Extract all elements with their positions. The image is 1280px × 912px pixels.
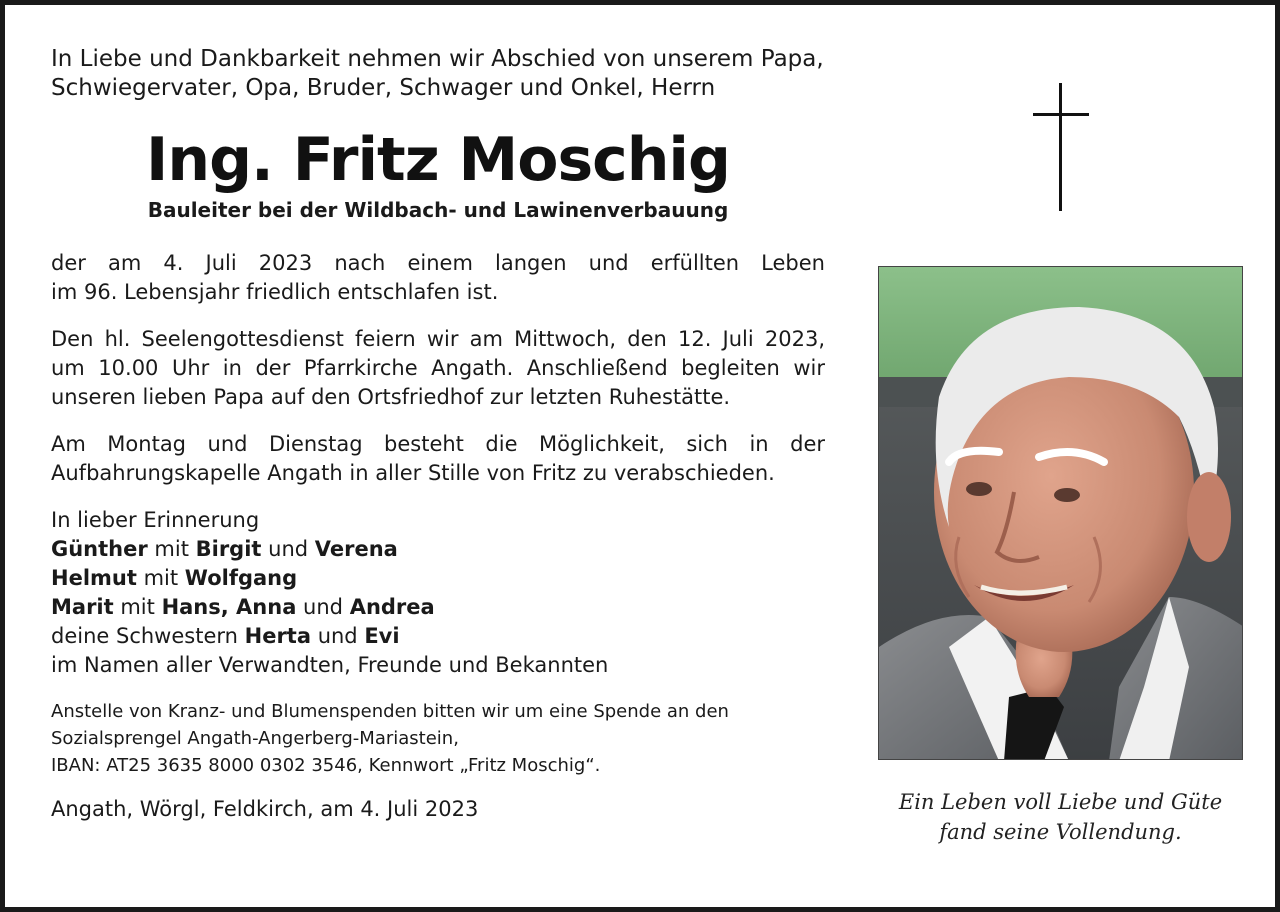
family-name: Herta — [244, 624, 312, 648]
intro-line-2: Schwiegervater, Opa, Bruder, Schwager und Onkel, Herrn — [51, 75, 716, 101]
family-row — [51, 535, 825, 564]
family-connector: deine Schwestern — [51, 624, 245, 648]
death-paragraph — [51, 249, 825, 307]
service-line-1: Den hl. Seelengottesdienst feiern wir am Mittwoch, den 12. Juli 2023, — [51, 327, 825, 351]
viewing-line-2: Aufbahrungskapelle Angath in aller Stille von Fritz zu verabschieden. — [51, 461, 775, 485]
family-name: Marit — [51, 595, 114, 619]
service-line-3: unseren lieben Papa auf den Ortsfriedhof zur letzten Ruhestätte. — [51, 385, 731, 409]
viewing-paragraph — [51, 430, 825, 488]
family-list — [51, 535, 825, 680]
family-name: Verena — [314, 537, 398, 561]
family-name: Evi — [364, 624, 400, 648]
memorial-quote — [863, 787, 1258, 847]
donation-note — [51, 698, 825, 779]
family-row — [51, 622, 825, 651]
family-name: Birgit — [195, 537, 262, 561]
family-connector: und — [296, 595, 350, 619]
viewing-line-1: Am Montag und Dienstag besteht die Möglichkeit, sich in der — [51, 432, 825, 456]
donation-line-3: IBAN: AT25 3635 8000 0302 3546, Kennwort „Fritz Moschig“. — [51, 755, 601, 776]
family-name: Günther — [51, 537, 148, 561]
quote-line-2: fand seine Vollendung. — [939, 820, 1182, 844]
donation-line-2: Sozialsprengel Angath-Angerberg-Mariastein, — [51, 728, 459, 749]
family-row — [51, 593, 825, 622]
notice-text-column — [51, 45, 825, 824]
deceased-occupation: Bauleiter bei der Wildbach- und Lawinenverbauung — [147, 198, 729, 222]
deceased-name: Ing. Fritz Moschig — [146, 125, 730, 195]
family-connector: mit — [136, 566, 185, 590]
family-connector: und — [311, 624, 365, 648]
donation-line-1: Anstelle von Kranz- und Blumenspenden bitten wir um eine Spende an den — [51, 701, 729, 722]
portrait-illustration — [879, 267, 1243, 760]
family-name: Hans, Anna — [161, 595, 297, 619]
cross-icon — [1033, 83, 1089, 211]
place-and-date: Angath, Wörgl, Feldkirch, am 4. Juli 2023 — [51, 797, 479, 821]
quote-line-1: Ein Leben voll Liebe und Güte — [898, 790, 1223, 814]
death-line-1: der am 4. Juli 2023 nach einem langen und erfüllten Leben — [51, 251, 825, 275]
family-connector: mit — [113, 595, 162, 619]
family-connector: und — [261, 537, 315, 561]
family-row — [51, 564, 825, 593]
family-connector: mit — [147, 537, 196, 561]
family-name: Helmut — [51, 566, 137, 590]
family-name: Wolfgang — [184, 566, 298, 590]
family-name: Andrea — [349, 595, 435, 619]
family-row-all: im Namen aller Verwandten, Freunde und Bekannten — [51, 653, 609, 677]
signature-intro: In lieber Erinnerung — [51, 508, 260, 532]
service-line-2: um 10.00 Uhr in der Pfarrkirche Angath. Anschließend begleiten wir — [51, 356, 825, 380]
intro-text — [51, 45, 825, 103]
portrait-photo — [878, 266, 1243, 760]
service-paragraph — [51, 325, 825, 412]
intro-line-1: In Liebe und Dankbarkeit nehmen wir Abschied von unserem Papa, — [51, 46, 824, 72]
death-line-2: im 96. Lebensjahr friedlich entschlafen ist. — [51, 280, 499, 304]
